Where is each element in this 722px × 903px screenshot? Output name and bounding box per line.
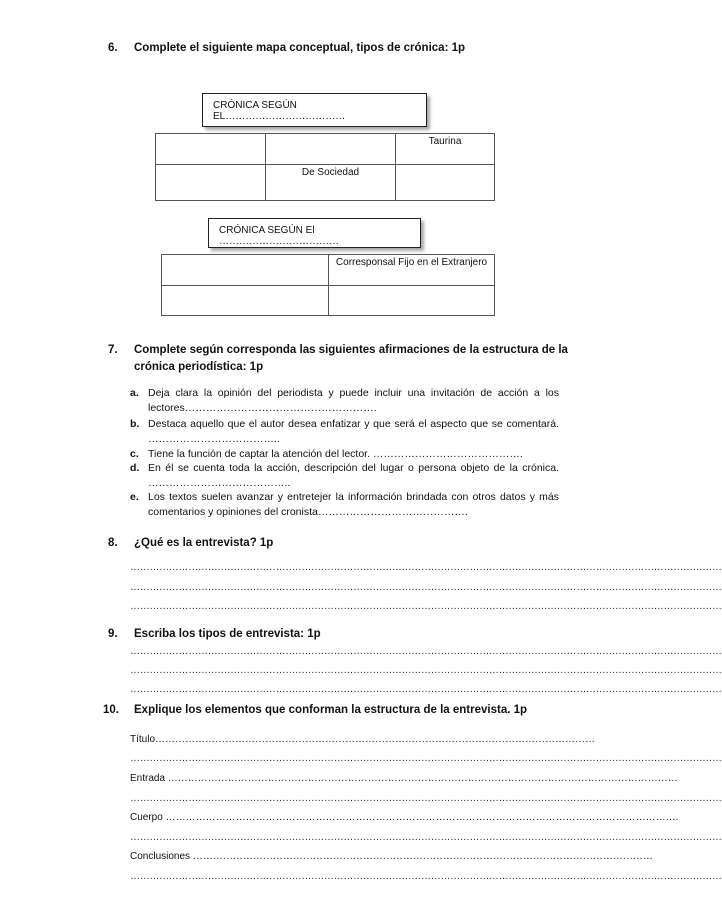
answer-line[interactable]: ………………………………………………………………………………………………………………………………………………………………… bbox=[130, 582, 722, 593]
item-label: b. bbox=[130, 418, 140, 430]
question-text: ¿Qué es la entrevista? 1p bbox=[134, 537, 274, 549]
question-number: 6. bbox=[108, 42, 118, 54]
item-label: c. bbox=[130, 448, 139, 460]
item-text: Destaca aquello que el autor desea enfatizar y que será el aspecto que se comentará. ……………………………….. bbox=[148, 418, 559, 445]
q7-items-list bbox=[130, 386, 570, 526]
item-text: En él se cuenta toda la acción, descripción del lugar o persona objeto de la crónica. ………………………………….. bbox=[148, 462, 559, 489]
question-number: 8. bbox=[108, 537, 118, 549]
question-number: 10. bbox=[103, 704, 119, 716]
table-cell[interactable]: Taurina bbox=[396, 134, 495, 165]
question-10 bbox=[103, 704, 568, 720]
question-6 bbox=[108, 42, 568, 58]
item-text: Los textos suelen avanzar y entretejer la información brindada con otros datos y más comentarios y opiniones del cronista……………………………………. bbox=[148, 491, 559, 518]
answer-line[interactable]: ………………………………………………………………………………………………………………………………………………………………… bbox=[130, 793, 722, 804]
answer-line[interactable]: ………………………………………………………………………………………………………………………………………………………………… bbox=[130, 832, 722, 843]
item-text: Deja clara la opinión del periodista y puede incluir una invitación de acción a los lectores………………………………………………. bbox=[148, 387, 559, 414]
answer-line[interactable]: ………………………………………………………………………………………………………………………………………………………………… bbox=[130, 601, 722, 612]
answer-line[interactable]: ………………………………………………………………………………………………………………………………………………………………… bbox=[130, 753, 722, 764]
concept-box-2: CRÓNICA SEGÚN El ……………………………… bbox=[208, 218, 421, 248]
concept-box-1: CRÓNICA SEGÚN EL……………………………… bbox=[202, 93, 427, 127]
table-cell[interactable]: De Sociedad bbox=[266, 165, 396, 201]
table-cell[interactable] bbox=[329, 286, 495, 316]
answer-line[interactable]: ………………………………………………………………………………………………………………………………………………………………… bbox=[130, 871, 722, 882]
question-text: Escriba los tipos de entrevista: 1p bbox=[134, 628, 321, 640]
table-cell[interactable] bbox=[396, 165, 495, 201]
question-text: Explique los elementos que conforman la estructura de la entrevista. 1p bbox=[134, 704, 528, 716]
cuerpo-line[interactable]: Cuerpo ………………………………………………………………………………………………………………………………………. bbox=[130, 812, 679, 823]
answer-line[interactable]: ………………………………………………………………………………………………………………………………………………………………… bbox=[130, 562, 722, 573]
entrada-line[interactable]: Entrada ……………………………………………………………………………………………………………………………………… bbox=[130, 773, 678, 784]
table-cell[interactable] bbox=[162, 255, 329, 286]
titulo-line[interactable]: Título…………………………………………………………………………………………………………………… bbox=[130, 734, 596, 745]
table-cell[interactable] bbox=[162, 286, 329, 316]
item-label: e. bbox=[130, 491, 139, 503]
question-number: 7. bbox=[108, 344, 118, 356]
answer-line[interactable]: ………………………………………………………………………………………………………………………………………………………………… bbox=[130, 646, 722, 657]
question-text-line1: Complete según corresponda las siguientes afirmaciones de la estructura de la bbox=[134, 344, 568, 356]
table-cell[interactable]: Corresponsal Fijo en el Extranjero bbox=[329, 255, 495, 286]
item-label: a. bbox=[130, 387, 139, 399]
item-label: d. bbox=[130, 462, 140, 474]
question-9 bbox=[108, 628, 568, 644]
question-8 bbox=[108, 537, 568, 553]
table-cell[interactable] bbox=[156, 134, 266, 165]
question-text: Complete el siguiente mapa conceptual, tipos de crónica: 1p bbox=[134, 42, 466, 54]
question-text-line2: crónica periodística: 1p bbox=[134, 361, 264, 373]
table-cell[interactable] bbox=[266, 134, 396, 165]
answer-line[interactable]: ………………………………………………………………………………………………………………………………………………………………… bbox=[130, 665, 722, 676]
question-7 bbox=[108, 342, 568, 376]
concept-table-1 bbox=[155, 133, 495, 201]
item-text: Tiene la función de captar la atención del lector. ……………………………………. bbox=[148, 448, 523, 460]
concept-table-2 bbox=[161, 254, 495, 316]
answer-line[interactable]: ………………………………………………………………………………………………………………………………………………………………… bbox=[130, 684, 722, 695]
table-cell[interactable] bbox=[156, 165, 266, 201]
question-number: 9. bbox=[108, 628, 118, 640]
conclusiones-line[interactable]: Conclusiones ………………………………………………………………………………………………………………………… bbox=[130, 851, 653, 862]
